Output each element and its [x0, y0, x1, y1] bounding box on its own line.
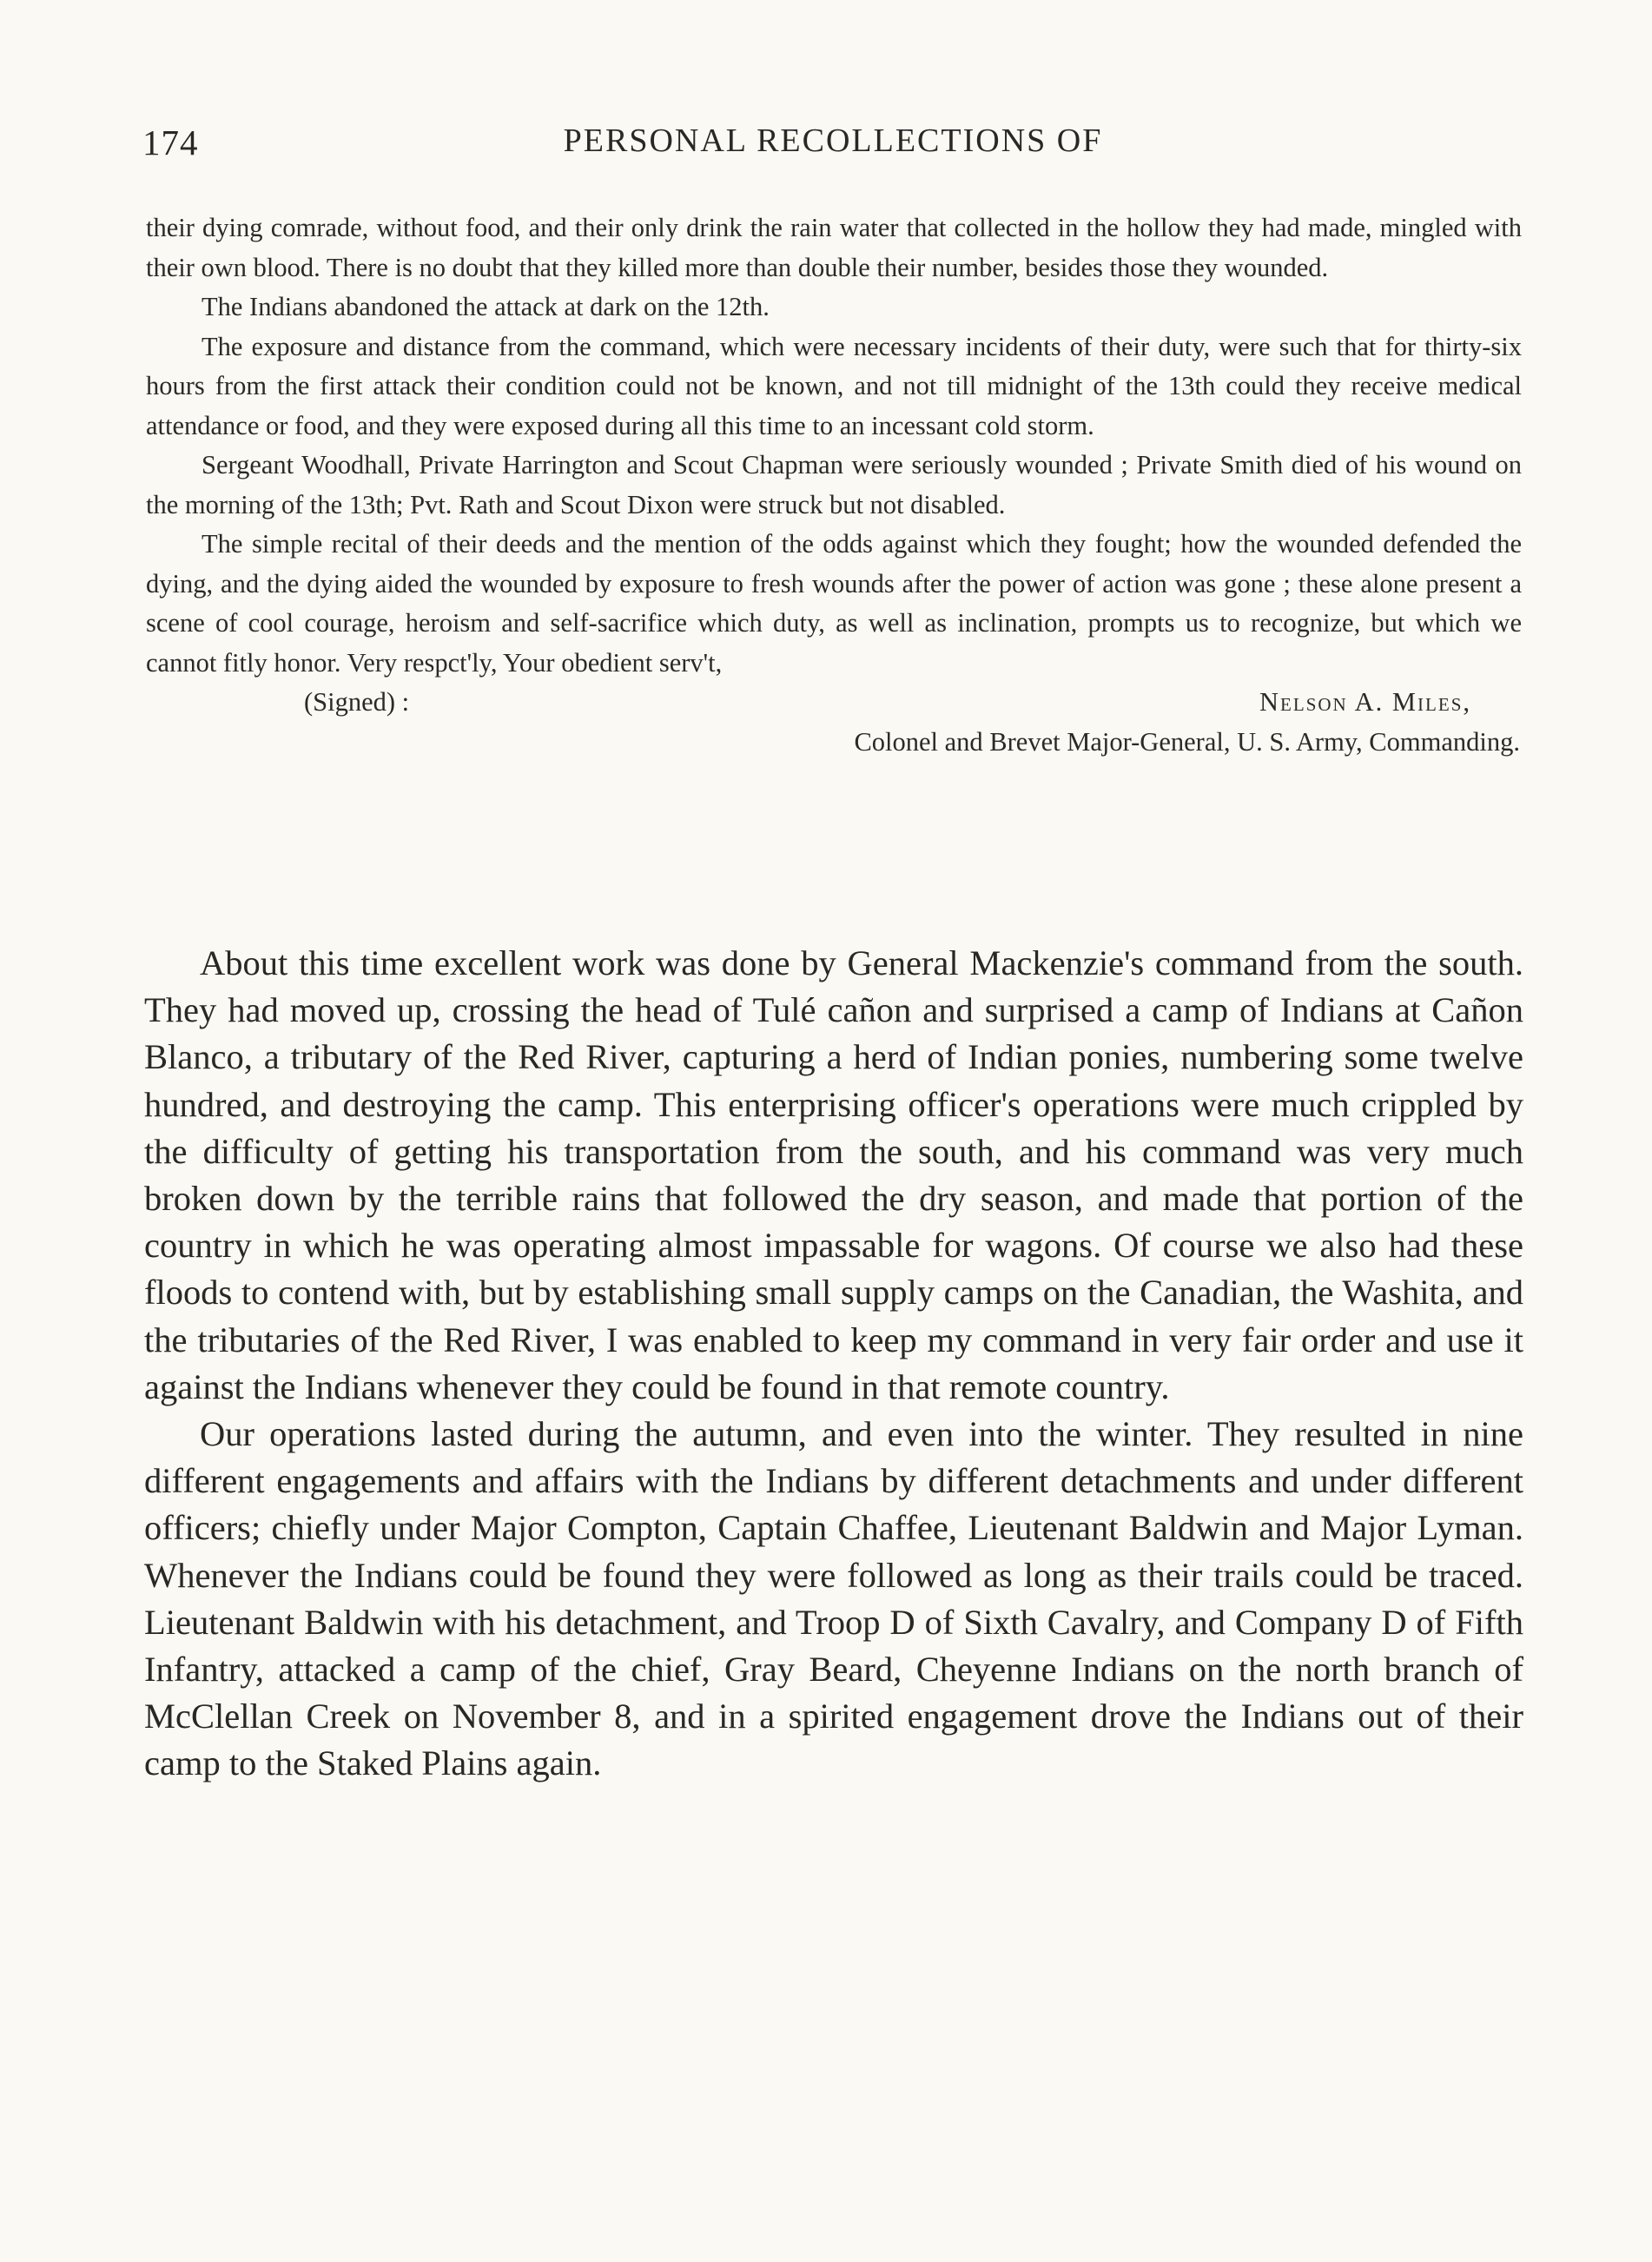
- page-header: [142, 122, 1523, 174]
- letter-paragraph: The exposure and distance from the command, which were necessary incidents of their duty, were such that for thirty-six hours from the first attack their condition could not be known, and not till midnight of the 13th could they receive medical attendance or food, and they were exposed during all this time to an incessant cold storm.: [146, 331, 1522, 440]
- narrative-body: [144, 940, 1523, 1788]
- letter-paragraph: The Indians abandoned the attack at dark on the 12th.: [202, 292, 770, 321]
- signature-line: [146, 683, 1522, 723]
- body-paragraph: About this time excellent work was done by General Mackenzie's command from the south. They had moved up, crossing the head of Tulé cañon and surprised a camp of Indians at Cañon Blanco, a tributary of the Red River, capturing a herd of Indian ponies, numbering some twelve hundred, and destroying the camp. This enterprising officer's operations were much crippled by the difficulty of getting his transportation from the south, and his command was very much broken down by the terrible rains that followed the dry season, and made that portion of the country in which he was operating almost impassable for wagons. Of course we also had these floods to contend with, but by establishing small supply camps on the Canadian, the Washita, and the tributaries of the Red River, I was enabled to keep my command in very fair order and use it against the Indians whenever they could be found in that remote country.: [144, 943, 1523, 1406]
- body-paragraph: Our operations lasted during the autumn, and even into the winter. They resulted in nine different engagements and affairs with the Indians by different detachments and under different officers; chiefly under Major Compton, Captain Chaffee, Lieutenant Baldwin and Major Lyman. Whenever the Indians could be found they were followed as long as their trails could be traced. Lieutenant Baldwin with his detachment, and Troop D of Sixth Cavalry, and Company D of Fifth Infantry, attacked a camp of the chief, Gray Beard, Cheyenne Indians on the north branch of McClellan Creek on November 8, and in a spirited engagement drove the Indians out of their camp to the Staked Plains again.: [144, 1414, 1523, 1783]
- signed-label: (Signed) :: [304, 687, 410, 717]
- letter-paragraph: their dying comrade, without food, and their only drink the rain water that collected in the hollow they had made, mingled with their own blood. There is no doubt that they killed more than double their number, besides those they wounded.: [146, 213, 1522, 282]
- signer-name: Nelson A. Miles,: [1259, 687, 1471, 717]
- quoted-letter: [146, 208, 1522, 763]
- letter-paragraph: Sergeant Woodhall, Private Harrington and Scout Chapman were seriously wounded ; Private Smith died of his wound on the morning of the 13th; Pvt. Rath and Scout Dixon were struck but not disabled.: [146, 450, 1522, 519]
- running-head: PERSONAL RECOLLECTIONS OF: [563, 122, 1103, 159]
- letter-paragraph: The simple recital of their deeds and the mention of the odds against which they fought; how the wounded defended the dying, and the dying aided the wounded by exposure to fresh wounds after the power of action was gone ; these alone present a scene of cool courage, heroism and self-sacrifice which duty, as well as inclination, prompts us to recognize, but which we cannot fitly honor. Very respct'ly, Your obedient serv't,: [146, 529, 1522, 678]
- page-number: 174: [142, 122, 199, 162]
- signer-title: Colonel and Brevet Major-General, U. S. Army, Commanding.: [854, 727, 1520, 757]
